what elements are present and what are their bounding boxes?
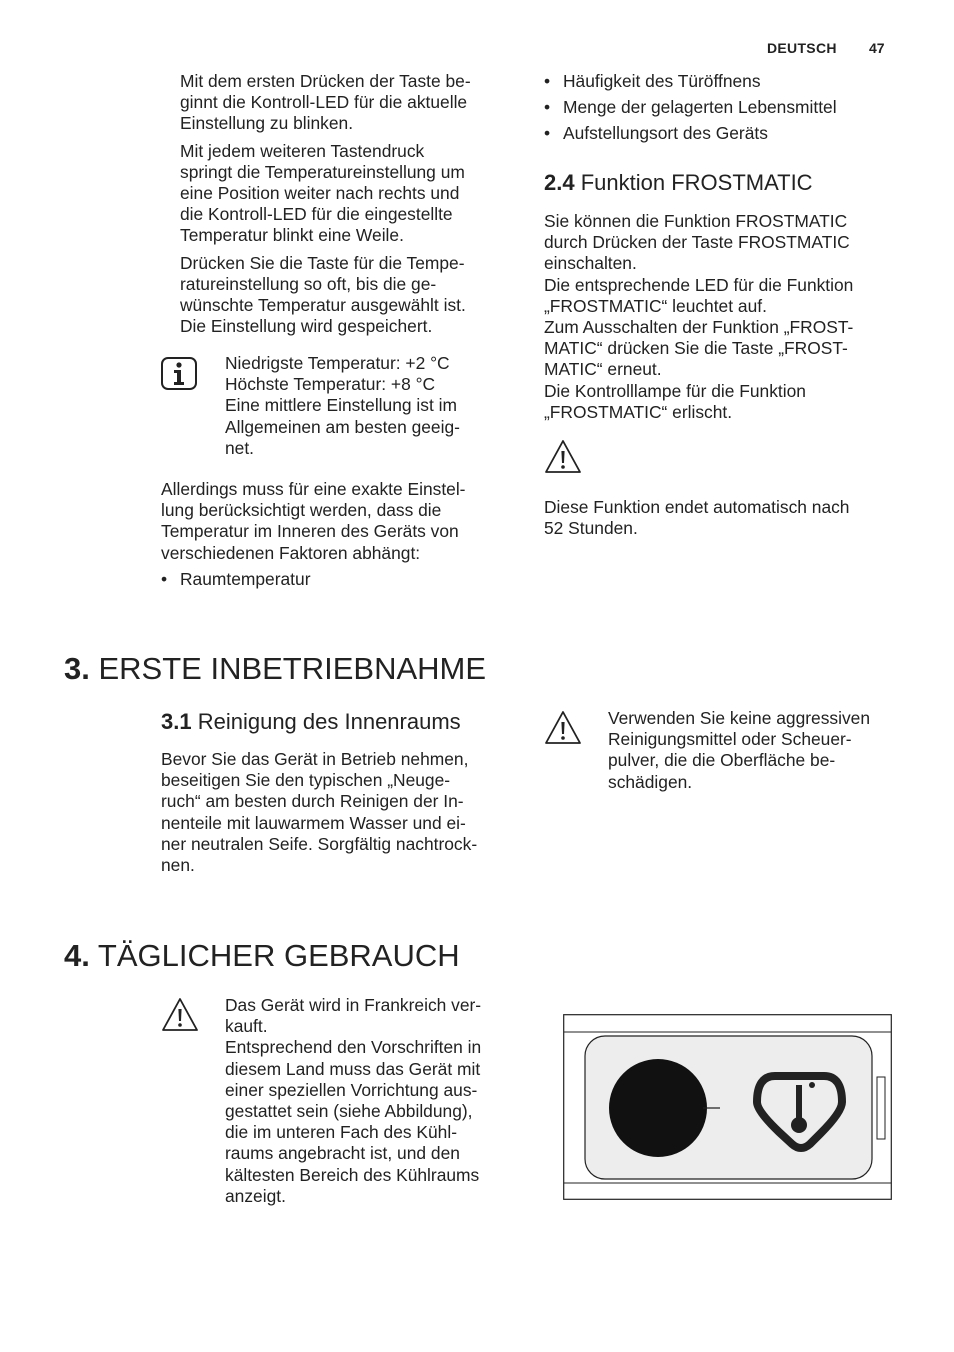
paragraph-press-until: Drücken Sie die Taste für die Tempe- ratureinstellung so oft, bis die ge- wünschte Temperatur ausgewählt ist. Die Einstellung wird gespeichert. bbox=[180, 252, 466, 337]
factors-list-left bbox=[161, 569, 310, 595]
list-item: • Menge der gelagerten Lebensmittel bbox=[544, 97, 837, 118]
temperature-indicator-illustration bbox=[563, 1014, 893, 1201]
list-item: • Aufstellungsort des Geräts bbox=[544, 123, 837, 144]
frostmatic-text: Sie können die Funktion FROSTMATIC durch Drücken der Taste FROSTMATIC einschalten. Die entsprechende LED für die Funktion „FROSTMATIC“ leuchtet auf. Zum Ausschalten der Funktion „FROST- MATIC“ drücken Sie die Taste „FROST- MATIC“ erneut. Die Kontrolllampe für die Funktion „FROSTMATIC“ erlischt. bbox=[544, 211, 854, 422]
factors-intro: Allerdings muss für eine exakte Einstel- lung berücksichtigt werden, dass die Temperatur im Inneren des Geräts von verschiedenen Faktoren abhängt: bbox=[161, 479, 466, 563]
cleaning-warning-text: Verwenden Sie keine aggressiven Reinigungsmittel oder Scheuer- pulver, die die Oberfläche be- schädigen. bbox=[608, 708, 870, 792]
cleaning-text: Bevor Sie das Gerät in Betrieb nehmen, beseitigen Sie den typischen „Neuge- ruch“ am besten durch Reinigen der In- nenteile mit lauwarmem Wasser und ei- ner neutralen Seife. Sorgfältig nachtrock- nen. bbox=[161, 749, 478, 876]
intro-paragraphs bbox=[180, 71, 520, 343]
info-note: Niedrigste Temperatur: +2 °C Höchste Temperatur: +8 °C Eine mittlere Einstellung ist im Allgemeinen am besten geeig- net. bbox=[225, 353, 460, 458]
section-2-4-heading: 2.4 Funktion FROSTMATIC bbox=[544, 170, 813, 195]
warning-triangle-icon bbox=[161, 997, 199, 1032]
paragraph-first-press: Mit dem ersten Drücken der Taste be- ginnt die Kontroll-LED für die aktuelle Einstellung zu blinken. bbox=[180, 71, 471, 134]
paragraph-further-press: Mit jedem weiteren Tastendruck springt die Temperatureinstellung um eine Position weiter nach rechts und die Kontroll-LED für die eingestellte Temperatur blinkt eine Weile. bbox=[180, 140, 465, 246]
header-language: DEUTSCH bbox=[767, 40, 837, 56]
factors-list-right bbox=[544, 71, 837, 150]
section-3-heading: 3. ERSTE INBETRIEBNAHME bbox=[64, 651, 487, 686]
daily-use-warning-text: Das Gerät wird in Frankreich ver- kauft. Entsprechend den Vorschriften in diesem Land muss das Gerät mit einer speziellen Vorrichtung aus- gestattet sein (siehe Abbildung), die im unteren Fach des Kühl- raums angebracht ist, und den kältesten Bereich des Kühlraums anzeigt. bbox=[225, 995, 482, 1206]
list-item: • Raumtemperatur bbox=[161, 569, 310, 590]
warning-triangle-icon bbox=[544, 439, 582, 474]
warning-triangle-icon bbox=[544, 710, 582, 745]
frostmatic-warning-text: Diese Funktion endet automatisch nach 52 Stunden. bbox=[544, 497, 850, 539]
section-3-1-heading: 3.1 Reinigung des Innenraums bbox=[161, 709, 461, 734]
info-icon bbox=[161, 357, 197, 390]
list-item: • Häufigkeit des Türöffnens bbox=[544, 71, 837, 92]
page-number: 47 bbox=[869, 40, 885, 56]
section-4-heading: 4. TÄGLICHER GEBRAUCH bbox=[64, 938, 460, 973]
